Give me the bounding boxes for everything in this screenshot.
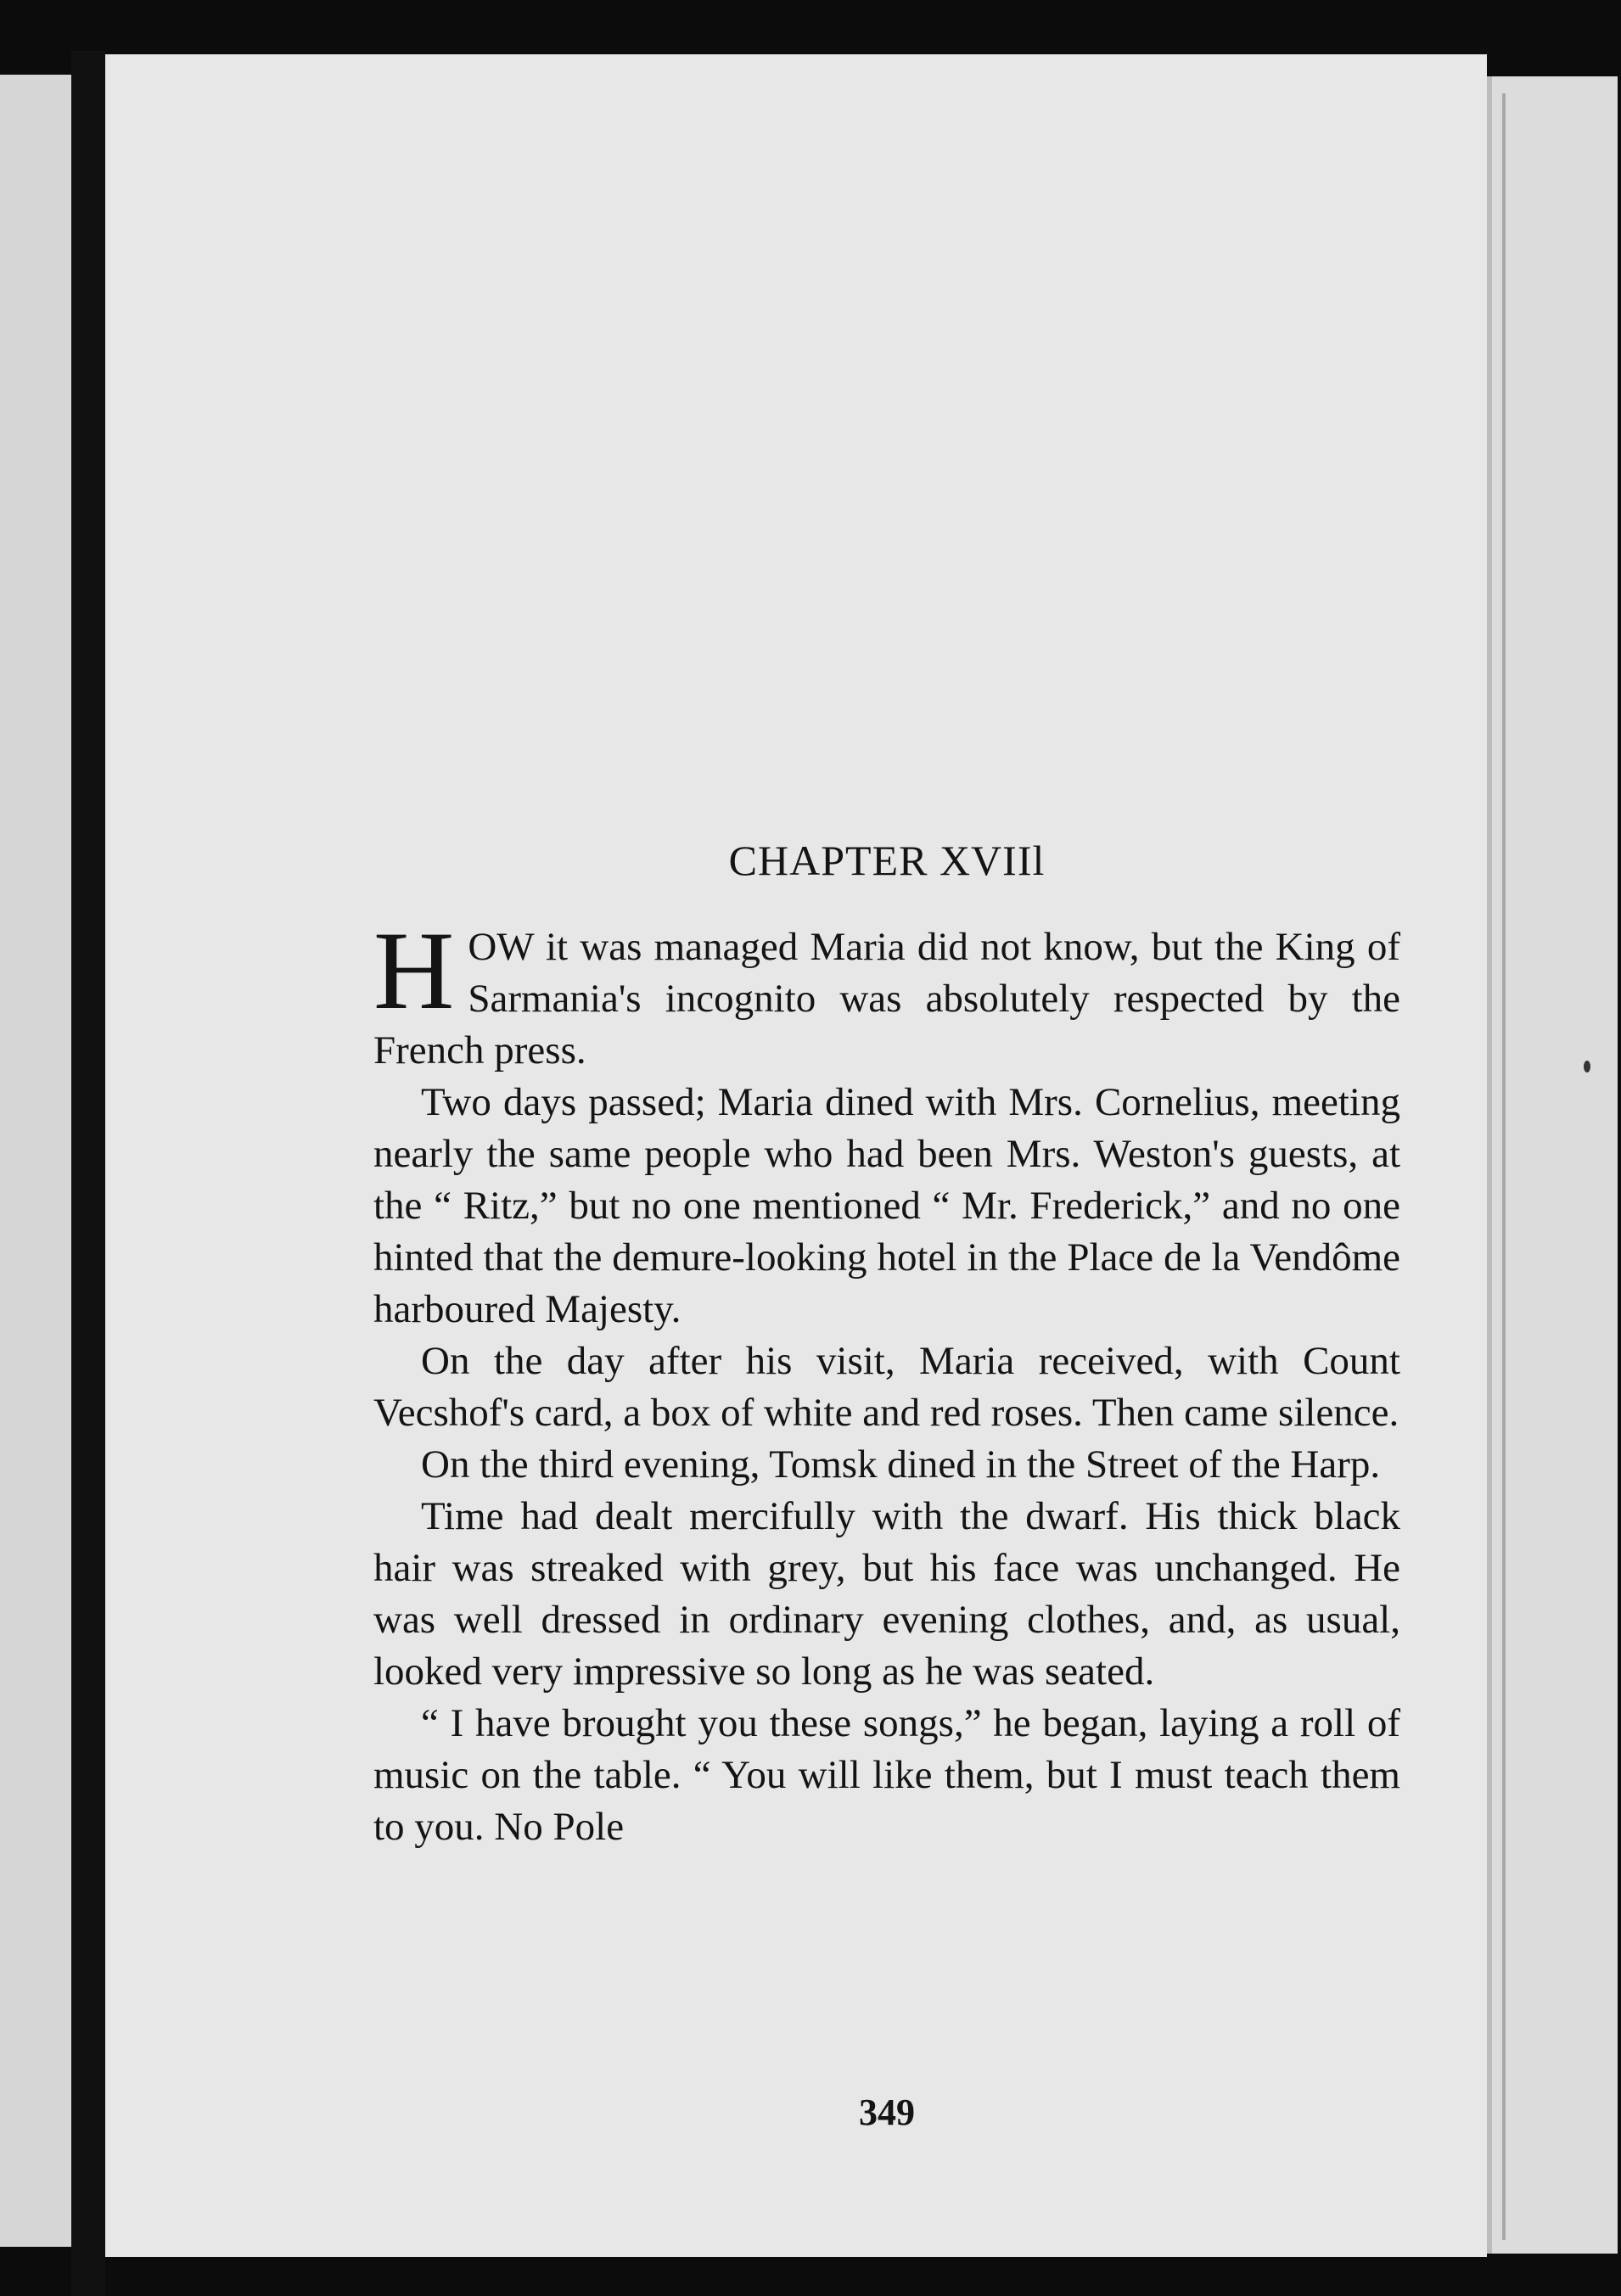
drop-cap: H [373, 908, 455, 1033]
paragraph: Two days passed; Maria dined with Mrs. Cornelius, meeting nearly the same people who had been Mrs. Weston's guests, at the “ Ritz,” but no one mentioned “ Mr. Frederick,” and no one hinted that the demure-looking hotel in the Place de la Vendôme harboured Majesty. [373, 1080, 1400, 1331]
page-number: 349 [859, 2092, 915, 2133]
scan-speck [1584, 1061, 1590, 1072]
paragraph: Time had dealt mercifully with the dwarf. His thick black hair was streaked with grey, but his face was unchanged. He was well dressed in ordinary evening clothes, and, as usual, looked very impressive so long as he was seated. [373, 1494, 1400, 1694]
paragraph: On the third evening, Tomsk dined in the Street of the Harp. [421, 1442, 1381, 1487]
paragraph: “ I have brought you these songs,” he began, laying a roll of music on the table. “ You will like them, but I must teach them to you. No Pole [373, 1701, 1400, 1849]
page-stack-line [1502, 93, 1506, 2240]
paragraph [373, 908, 1400, 1077]
facing-page-edge [0, 75, 71, 2247]
book-page [105, 54, 1487, 2257]
page-text [373, 835, 1400, 2133]
paragraph: On the day after his visit, Maria received, with Count Vecshof's card, a box of white and red roses. Then came silence. [373, 1339, 1400, 1435]
chapter-heading: CHAPTER XVIIl [728, 837, 1046, 884]
page-stack-edge [1487, 76, 1618, 2254]
book-gutter [71, 51, 105, 2296]
paragraph-text: OW it was managed Maria did not know, but the King of Sarmania's incognito was absolutely respected by the French press. [373, 925, 1400, 1072]
